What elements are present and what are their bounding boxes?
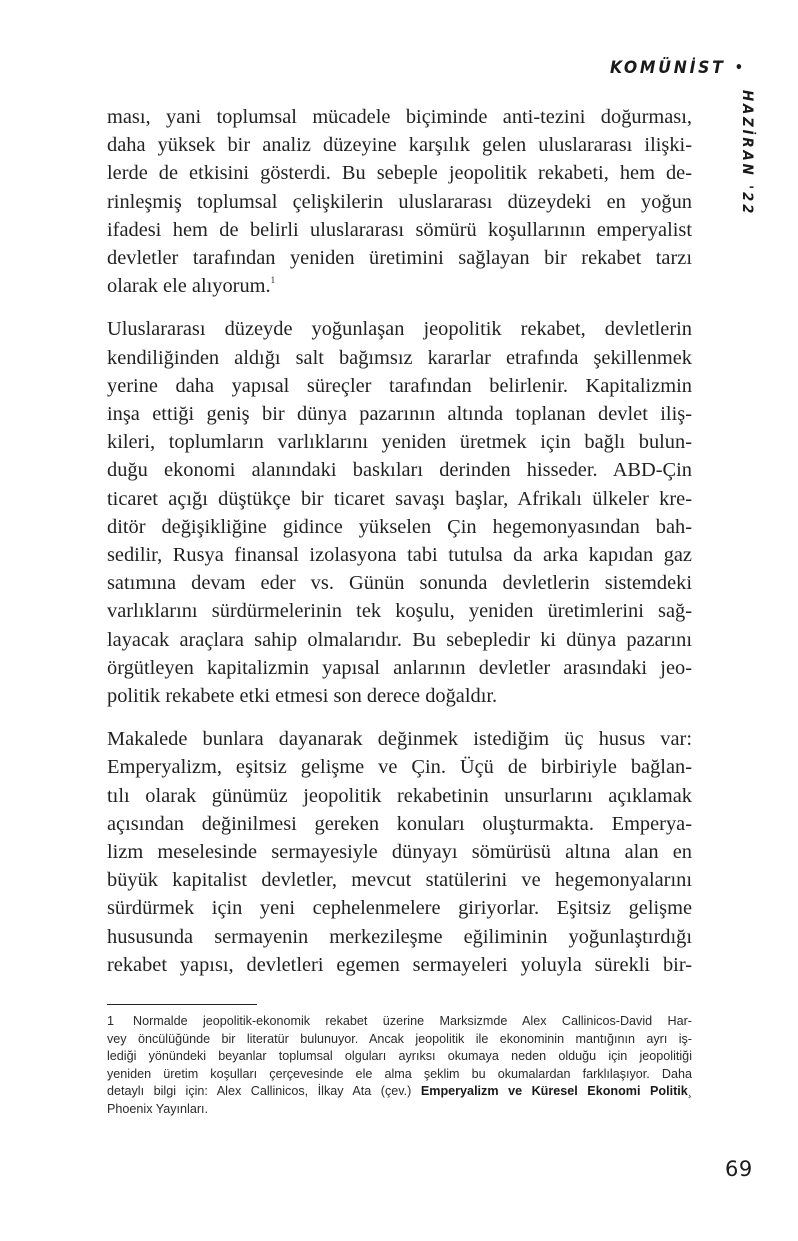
text-line: tılı olarak günümüz jeopolitik rekabetinin unsurlarını açıklamak: [107, 784, 692, 807]
citation-comma: ¸: [687, 1084, 692, 1099]
text-line: lerde de etkisini gösterdi. Bu sebeple jeopolitik rekabeti, hem de-: [107, 162, 692, 185]
footnote-line: vey öncülüğünde bir literatür bulunuyor. Ancak jeopolitik ile ekonominin mantığının ayrı iş-: [107, 1031, 692, 1046]
footnote: [107, 1013, 692, 1119]
text-line: açısından değinilmesi gereken konuları oluşturmakta. Emperya-: [107, 812, 692, 835]
text-line-with-footnote: [107, 272, 692, 300]
footnote-text: Normalde jeopolitik-ekonomik rekabet üzerine Marksizmde Alex Callinicos-David Har-: [133, 1014, 692, 1028]
footnote-line: lediği yönündeki beyanlar toplumsal olguları ayrıksı okumaya neden olduğu için jeopolitiği: [107, 1049, 692, 1064]
text-line: lizm meselesinde sermayesiyle dünyayı sömürüsü altına alan en: [107, 841, 692, 864]
text-line: ifadesi hem de belirli uluslararası sömürü koşullarının emperyalist: [107, 218, 692, 241]
footnote-line: yeniden üretim koşulları çerçevesinde ele alma şeklim bu okumalardan farklılaşıyor. Daha: [107, 1066, 692, 1081]
text-line: Makalede bunlara dayanarak değinmek istediğim üç husus var:: [107, 728, 692, 751]
text-line: sürdürmek için yeni cephelenmelere giriyorlar. Eşitsiz gelişme: [107, 897, 692, 920]
text-line: layacak araçlara sahip olmalarıdır. Bu sebepledir ki dünya pazarını: [107, 628, 692, 651]
text-line: hususunda sermayenin merkezileşme eğiliminin yoğunlaştırdığı: [107, 925, 692, 948]
text-line: yerine daha yapısal süreçler tarafından belirlenir. Kapitalizmin: [107, 374, 692, 397]
text-line: kileri, toplumların varlıklarını yeniden üretmek için bağlı bulun-: [107, 431, 692, 454]
footnote-number: 1: [107, 1014, 115, 1028]
article-body: [107, 103, 692, 994]
bullet-separator: •: [734, 60, 746, 76]
issue-date: HAZİRAN '22: [739, 90, 755, 217]
text-line: inşa ettiği geniş bir dünya pazarının altında toplanan devlet iliş-: [107, 403, 692, 426]
text-line: duğu ekonomi alanındaki baskıları derinden hisseder. ABD-Çin: [107, 459, 692, 482]
footnote-line: [107, 1013, 692, 1031]
text-line: büyük kapitalist devletler, mevcut statülerini ve hegemonyalarını: [107, 869, 692, 892]
text-line: satımına devam eder vs. Günün sonunda devletlerin sistemdeki: [107, 572, 692, 595]
text-line: rekabet yapısı, devletleri egemen sermayeleri yoluyla sürekli bir-: [107, 953, 692, 976]
text-line: olarak ele alıyorum.: [107, 275, 271, 298]
footnote-divider: [107, 1004, 257, 1005]
journal-masthead: [610, 58, 746, 78]
text-line: politik rekabete etki etmesi son derece doğaldır.: [107, 685, 498, 708]
text-line: ması, yani toplumsal mücadele biçiminde anti-tezini doğurması,: [107, 106, 692, 128]
paragraph-1: [107, 103, 692, 300]
footnote-citation-line: [107, 1083, 692, 1101]
footnote-reference[interactable]: 1: [270, 275, 276, 286]
footnote-line: Phoenix Yayınları.: [107, 1101, 209, 1116]
text-line: varlıklarını sürdürmelerinin tek koşulu, yeniden üretimlerini sağ-: [107, 600, 692, 623]
citation-book-title: Emperyalizm ve Küresel Ekonomi Politik: [420, 1084, 688, 1099]
page-number: 69: [725, 1157, 753, 1181]
paragraph-3: [107, 725, 692, 979]
text-line: ticaret açığı düştükçe bir ticaret savaşı başlar, Afrikalı ülkeler kre-: [107, 487, 692, 510]
text-line: Uluslararası düzeyde yoğunlaşan jeopolitik rekabet, devletlerin: [107, 318, 692, 341]
paragraph-2: [107, 315, 692, 710]
text-line: devletler tarafından yeniden üretimini sağlayan bir rekabet tarzı: [107, 247, 692, 270]
journal-title: KOMÜNİST: [610, 58, 726, 78]
text-line: Emperyalizm, eşitsiz gelişme ve Çin. Üçü de birbiriyle bağlan-: [107, 756, 692, 779]
text-line: rinleşmiş toplumsal çelişkilerin uluslararası düzeydeki en yoğun: [107, 190, 692, 213]
text-line: kendiliğinden aldığı salt bağımsız kararlar etrafında şekillenmek: [107, 346, 692, 369]
text-line: sedilir, Rusya finansal izolasyona tabi tutulsa da arka kapıdan gaz: [107, 544, 692, 567]
text-line: örgütleyen kapitalizmin yapısal anlarının devletler arasındaki jeo-: [107, 656, 692, 679]
text-line: daha yüksek bir analiz düzeyine karşılık gelen uluslararası ilişki-: [107, 134, 692, 157]
text-line: ditör değişikliğine gidince yükselen Çin hegemonyasından bah-: [107, 515, 692, 538]
citation-prefix: detaylı bilgi için: Alex Callinicos, İlkay Ata (çev.): [107, 1084, 421, 1099]
